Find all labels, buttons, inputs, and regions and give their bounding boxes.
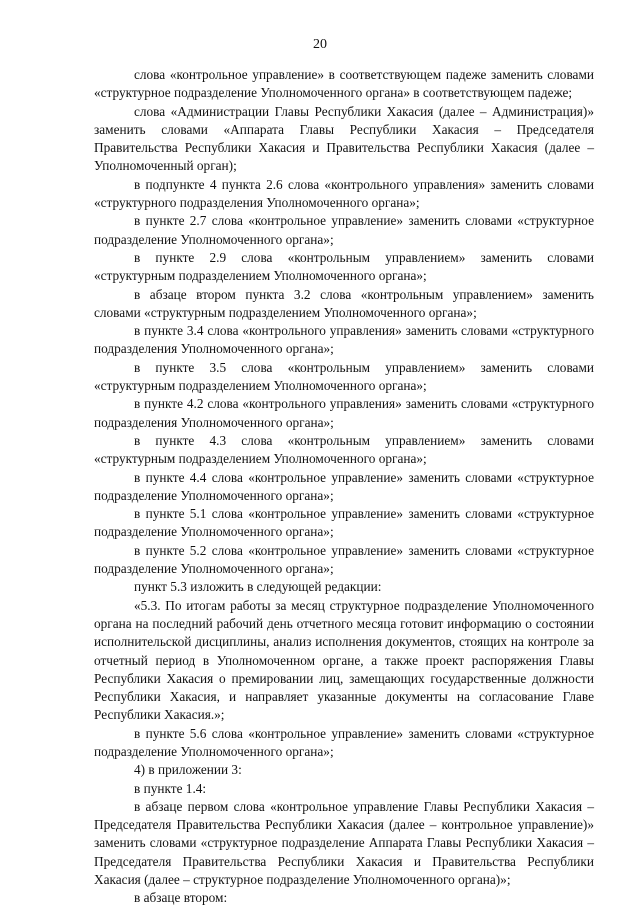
paragraph-16: в пункте 5.6 слова «контрольное управление» заменить словами «структурное подразделение Уполномоченного органа»; (94, 725, 594, 759)
paragraph-18: в пункте 1.4: (134, 780, 207, 796)
paragraph-15: «5.3. По итогам работы за месяц структурное подразделение Уполномоченного органа на последний рабочий день отчетного месяца готовит информацию о состоянии исполнительской дисциплины, анализ исполнения документов, стоящих на контроле за отчетный период в Уполномоченном органе, а также проект распоряжения Главы Республики Хакасия о премировании лиц, замещающих государственные должности Республики Хакасия, и направляет указанные документы на согласование Главе Республики Хакасия.»; (94, 597, 594, 723)
paragraph-7: в пункте 3.4 слова «контрольного управления» заменить словами «структурного подразделения Уполномоченного органа»; (94, 323, 594, 357)
paragraph-1: слова «контрольное управление» в соответствующем падеже заменить словами «структурное подразделение Уполномоченного органа» в соответствующем падеже; (94, 67, 594, 101)
paragraph-4: в пункте 2.7 слова «контрольное управление» заменить словами «структурное подразделение Уполномоченного органа»; (94, 213, 594, 247)
document-body (94, 66, 594, 908)
paragraph-14: пункт 5.3 изложить в следующей редакции: (134, 579, 382, 595)
page-number: 20 (313, 37, 327, 52)
paragraph-6: в абзаце втором пункта 3.2 слова «контрольным управлением» заменить словами «структурным подразделением Уполномоченного органа»; (94, 286, 594, 320)
paragraph-9: в пункте 4.2 слова «контрольного управления» заменить словами «структурного подразделения Уполномоченного органа»; (94, 396, 594, 430)
paragraph-2: слова «Администрации Главы Республики Хакасия (далее – Администрация)» заменить словами «Аппарата Главы Республики Хакасия – Председателя Правительства Республики Хакасия и Правительства Республики Хакасия (далее – Уполномоченный орган); (94, 103, 594, 174)
paragraph-13: в пункте 5.2 слова «контрольное управление» заменить словами «структурное подразделение Уполномоченного органа»; (94, 542, 594, 577)
paragraph-19: в абзаце первом слова «контрольное управление Главы Республики Хакасия – Председателя Правительства Республики Хакасия (далее – контрольное управление)» заменить словами «структурное подразделение Аппарата Главы Республики Хакасия – Председателя Правительства Республики Хакасия и Правительства Республики Хакасия (далее – структурное подразделение Уполномоченного органа)»; (94, 798, 594, 888)
paragraph-10: в пункте 4.3 слова «контрольным управлением» заменить словами «структурным подразделением Уполномоченного органа»; (94, 432, 594, 467)
paragraph-3: в подпункте 4 пункта 2.6 слова «контрольного управления» заменить словами «структурного подразделения Уполномоченного органа»; (94, 176, 594, 211)
paragraph-17: 4) в приложении 3: (134, 762, 242, 778)
paragraph-5: в пункте 2.9 слова «контрольным управлением» заменить словами «структурным подразделением Уполномоченного органа»; (94, 249, 594, 284)
paragraph-20: в абзаце втором: (134, 890, 228, 906)
paragraph-11: в пункте 4.4 слова «контрольное управление» заменить словами «структурное подразделение Уполномоченного органа»; (94, 469, 594, 503)
paragraph-12: в пункте 5.1 слова «контрольное управление» заменить словами «структурное подразделение Уполномоченного органа»; (94, 506, 594, 540)
paragraph-8: в пункте 3.5 слова «контрольным управлением» заменить словами «структурным подразделением Уполномоченного органа»; (94, 359, 594, 394)
